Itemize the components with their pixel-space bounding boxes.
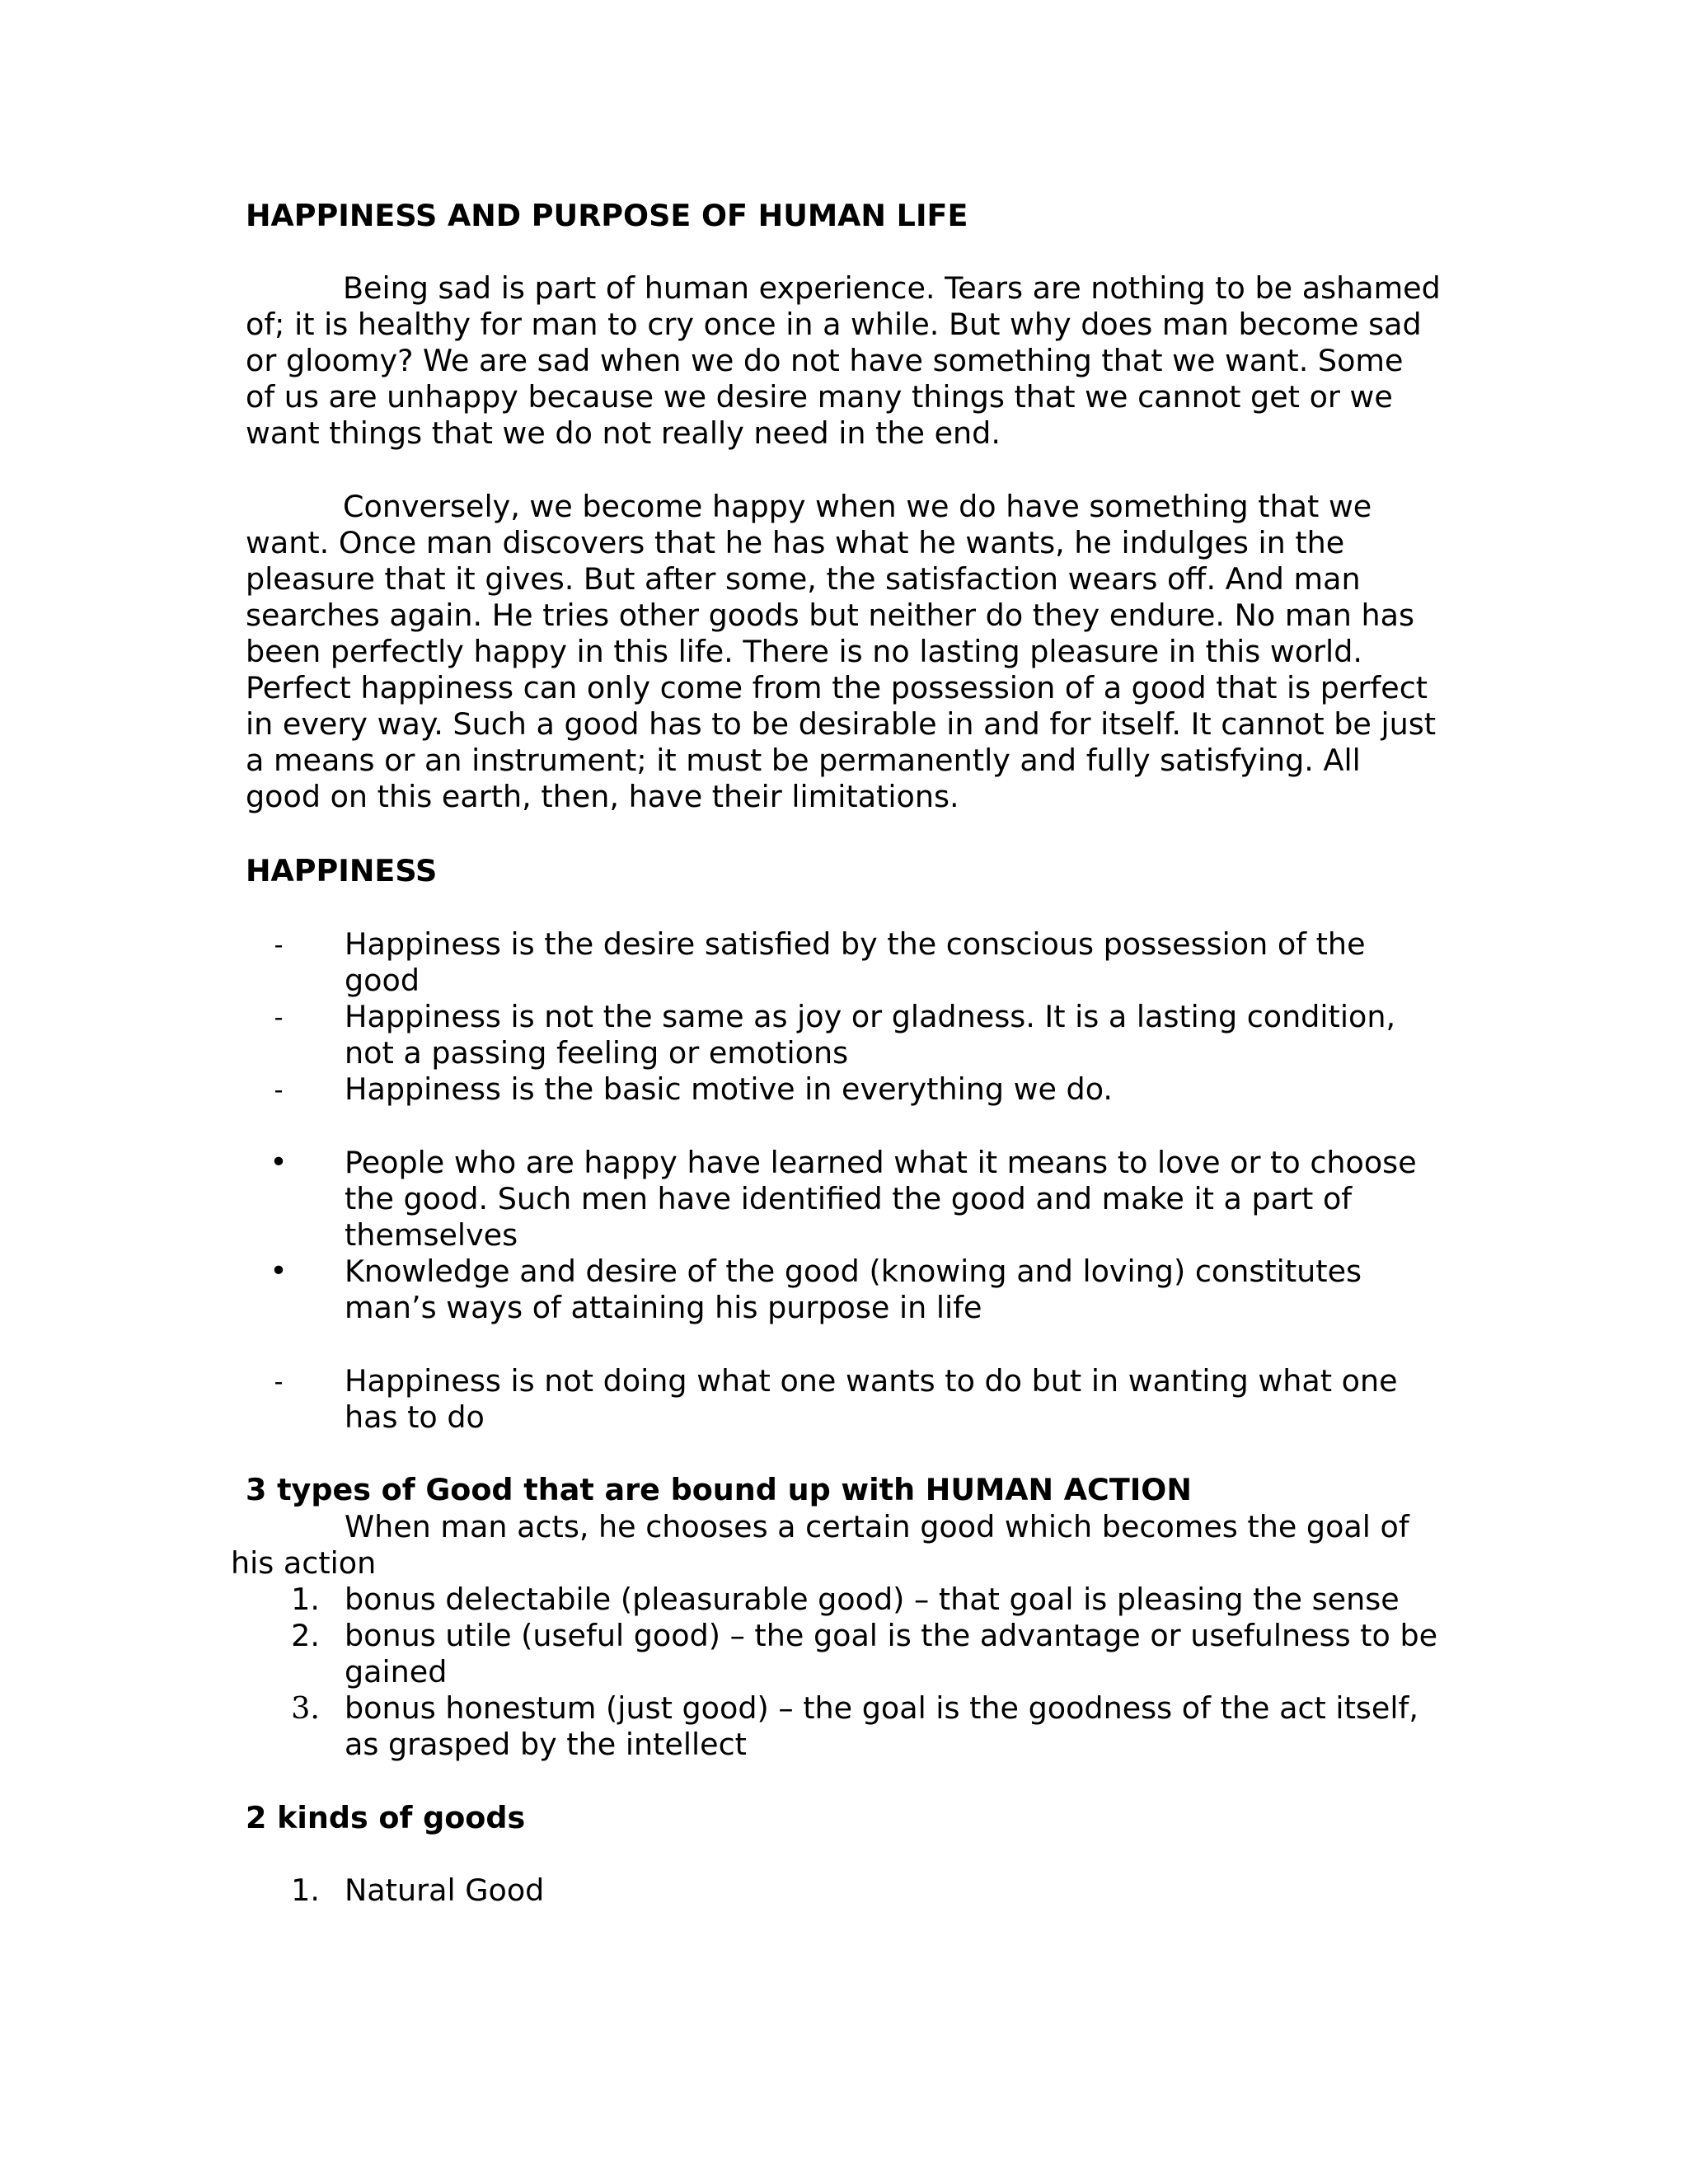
happiness-dash-item-4 [246,1363,1441,1436]
types-item-1 [246,1582,1441,1618]
list-item-text: People who are happy have learned what it means to love or to choose the good. Such men have identified the good and make it a part of themselves [345,1145,1417,1253]
list-item-text: bonus honestum (just good) – the goal is the goodness of the act itself, as grasped by the intellect [345,1690,1418,1762]
dash-marker: - [274,1001,284,1033]
types-item-2 [246,1618,1441,1690]
list-item-text: Knowledge and desire of the good (knowing and loving) constitutes man’s ways of attaining his purpose in life [345,1254,1362,1325]
dash-marker: - [274,1366,284,1397]
page-title: HAPPINESS AND PURPOSE OF HUMAN LIFE [246,198,968,233]
section-heading-types-of-good: 3 types of Good that are bound up with HUMAN ACTION [246,1472,1192,1507]
paragraph-1: Being sad is part of human experience. Tears are nothing to be ashamed of; it is healthy for man to cry once in a while. But why does man become sad or gloomy? We are sad when we do not have something that we want. Some of us are unhappy because we desire many things that we cannot get or we want things that we do not really need in the end. [246,270,1441,451]
dash-marker: - [274,929,284,960]
happiness-bullet-item-1 [246,1145,1441,1254]
list-item-text: bonus utile (useful good) – the goal is the advantage or usefulness to be gained [345,1618,1438,1690]
list-number: 3. [291,1690,320,1726]
paragraph-2: Conversely, we become happy when we do have something that we want. Once man discovers that he has what he wants, he indulges in the pleasure that it gives. But after some, the satisfaction wears off. And man searches again. He tries other goods but neither do they endure. No man has been perfectly happy in this life. There is no lasting pleasure in this world. Perfect happiness can only come from the possession of a good that is perfect in every way. Such a good has to be desirable in and for itself. It cannot be just a means or an instrument; it must be permanently and fully satisfying. All good on this earth, then, have their limitations. [246,489,1437,814]
list-number: 1. [291,1582,320,1617]
list-item-text: bonus delectabile (pleasurable good) – that goal is pleasing the sense [345,1582,1400,1617]
happiness-dash-item-1 [246,926,1441,999]
list-item-text: Natural Good [345,1872,545,1908]
bullet-marker: • [270,1146,288,1179]
section-heading-kinds-of-goods: 2 kinds of goods [246,1800,526,1835]
list-item-text: Happiness is not doing what one wants to do but in wanting what one has to do [345,1363,1398,1435]
kinds-item-1 [246,1872,1441,1909]
list-number: 2. [291,1618,320,1653]
happiness-dash-item-3 [246,1071,1441,1108]
types-intro-paragraph: When man acts, he chooses a certain good which becomes the goal of his action [231,1509,1409,1581]
list-number: 1. [291,1872,320,1908]
happiness-bullet-item-2 [246,1254,1441,1326]
list-item-text: Happiness is not the same as joy or gladness. It is a lasting condition, not a passing feeling or emotions [345,999,1396,1071]
list-item-text: Happiness is the basic motive in everything we do. [345,1071,1113,1107]
bullet-marker: • [270,1254,288,1288]
section-heading-happiness: HAPPINESS [246,853,438,888]
list-item-text: Happiness is the desire satisfied by the conscious possession of the good [345,926,1366,998]
dash-marker: - [274,1074,284,1105]
happiness-dash-item-2 [246,999,1441,1071]
types-item-3 [246,1690,1441,1763]
